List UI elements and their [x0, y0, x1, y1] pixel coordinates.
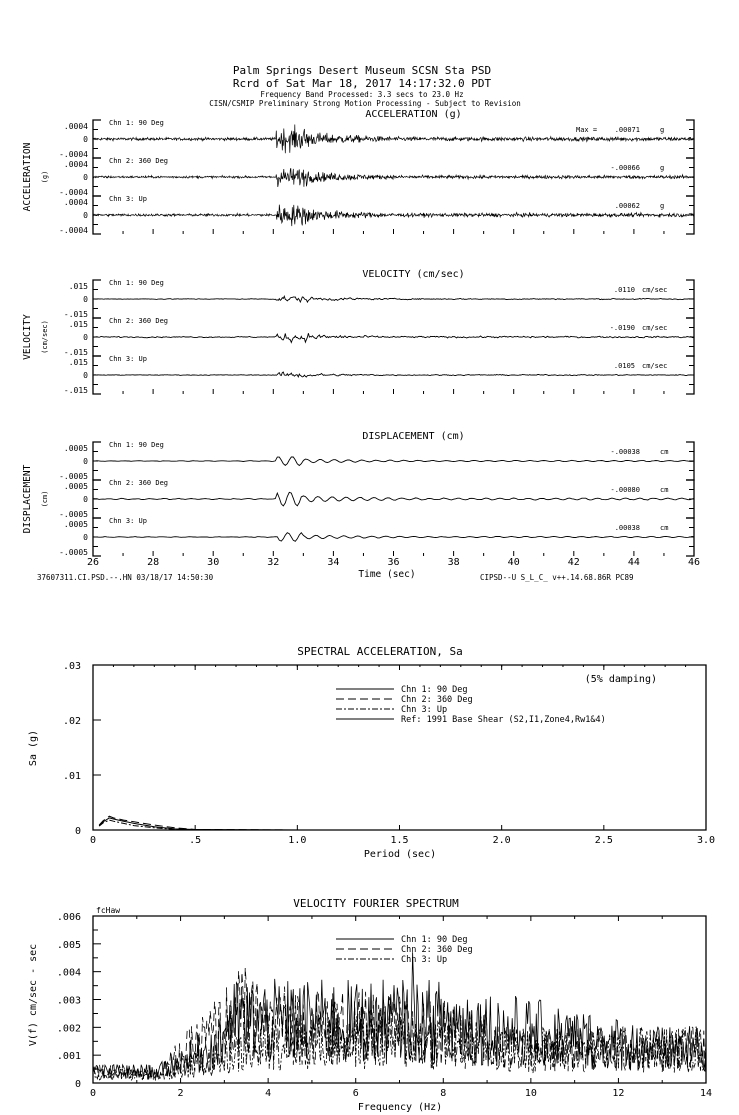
header-disclaimer: CISN/CSMIP Preliminary Strong Motion Processing - Subject to Revision: [209, 99, 521, 108]
channel-trace: [59, 479, 694, 519]
max-unit: cm: [660, 524, 669, 532]
y-tick-label: 0: [83, 533, 88, 542]
channel-label: Chn 1: 90 Deg: [109, 119, 164, 127]
legend-entry: Ref: 1991 Base Shear (S2,I1,Zone4,Rw1&4): [401, 715, 606, 725]
y-tick-label: .0004: [63, 198, 88, 207]
y-tick-label: .004: [56, 967, 81, 979]
max-value: .0105: [613, 362, 635, 370]
y-tick-label: -.0004: [59, 188, 88, 197]
y-tick-label: -.015: [63, 348, 88, 357]
y-tick-label: .006: [56, 912, 81, 923]
x-tick-label: 42: [567, 557, 580, 568]
channel-trace: [59, 195, 694, 235]
y-tick-label: -.015: [63, 386, 88, 395]
x-tick-label: 1.0: [288, 835, 307, 846]
max-value: .0110: [613, 286, 635, 294]
max-value: .00038: [614, 524, 640, 532]
chart-title: SPECTRAL ACCELERATION, Sa: [297, 645, 463, 658]
waveform: [93, 205, 694, 226]
y-tick-label: 0: [83, 135, 88, 144]
channel-label: Chn 2: 360 Deg: [109, 317, 169, 325]
x-tick-label: 3.0: [696, 835, 716, 846]
report-header: [209, 64, 521, 108]
max-value: -.00066: [610, 164, 640, 172]
fourier-spectrum-chart: [28, 897, 712, 1113]
y-tick-label: -.0004: [59, 226, 88, 235]
corner-label: fcHaw: [96, 906, 121, 915]
y-tick-label: 0: [74, 1079, 81, 1090]
panel-title: ACCELERATION (g): [365, 109, 462, 120]
x-tick-label: 44: [627, 557, 640, 568]
header-band: Frequency Band Processed: 3.3 secs to 23.0 Hz: [260, 90, 464, 99]
channel-trace: [59, 157, 694, 197]
max-unit: g: [660, 126, 665, 134]
header-record: Rcrd of Sat Mar 18, 2017 14:17:32.0 PDT: [232, 77, 492, 90]
waveform: [93, 372, 694, 377]
waveform: [93, 533, 694, 542]
y-axis-unit: (cm): [41, 490, 49, 508]
max-unit: g: [660, 202, 665, 210]
max-label: Max =: [576, 126, 598, 134]
y-tick-label: .015: [68, 320, 88, 329]
y-tick-label: 0: [83, 333, 88, 342]
panel-displacement: [22, 431, 694, 557]
x-tick-label: 10: [524, 1088, 537, 1099]
series-line: [99, 816, 706, 830]
max-unit: cm/sec: [642, 324, 668, 332]
footer-record-id: 37607311.CI.PSD.--.HN 03/18/17 14:50:30: [37, 573, 214, 582]
y-tick-label: -.0005: [59, 472, 88, 481]
panel-title: VELOCITY (cm/sec): [362, 269, 465, 280]
panel-title: DISPLACEMENT (cm): [362, 431, 465, 442]
y-tick-label: -.0005: [59, 548, 88, 557]
damping-note: (5% damping): [584, 674, 657, 685]
x-tick-label: 28: [147, 557, 160, 568]
chart-title: VELOCITY FOURIER SPECTRUM: [293, 897, 459, 910]
channel-trace: [64, 355, 694, 395]
y-tick-label: .003: [56, 995, 81, 1007]
channel-label: Chn 3: Up: [109, 517, 147, 525]
channel-label: Chn 2: 360 Deg: [109, 157, 169, 165]
x-tick-label: 30: [207, 557, 220, 568]
y-tick-label: 0: [83, 457, 88, 466]
header-station: Palm Springs Desert Museum SCSN Sta PSD: [232, 64, 492, 77]
y-tick-label: .0005: [63, 444, 88, 453]
waveform: [93, 168, 694, 187]
y-tick-label: .0004: [63, 122, 88, 131]
footer-version: CIPSD--U S_L_C_ v++.14.68.86R PC89: [480, 573, 634, 582]
x-tick-label: 26: [86, 557, 100, 568]
x-tick-label: 32: [267, 557, 280, 568]
series-line: [99, 818, 706, 830]
waveform: [93, 457, 694, 466]
x-tick-label: 0: [89, 835, 97, 846]
channel-trace: [64, 279, 694, 319]
y-tick-label: .001: [56, 1051, 81, 1063]
y-tick-label: 0: [83, 371, 88, 380]
panel-velocity: [22, 269, 694, 395]
x-tick-label: 46: [687, 557, 701, 568]
channel-label: Chn 3: Up: [109, 195, 147, 203]
x-axis-label: Time (sec): [358, 569, 416, 580]
y-tick-label: .0005: [63, 520, 88, 529]
y-tick-label: 0: [83, 295, 88, 304]
x-tick-label: 2.0: [492, 835, 511, 846]
channel-trace: [59, 441, 694, 481]
y-tick-label: .015: [68, 358, 88, 367]
waveform: [93, 296, 694, 302]
max-unit: cm/sec: [642, 362, 668, 370]
y-tick-label: .02: [62, 716, 81, 727]
x-tick-label: 38: [447, 557, 460, 568]
y-axis-label: V(f) cm/sec - sec: [28, 943, 39, 1047]
x-tick-label: 12: [612, 1088, 625, 1099]
max-unit: g: [660, 164, 665, 172]
y-axis-label: DISPLACEMENT: [22, 464, 33, 534]
legend-entry: Chn 1: 90 Deg: [401, 935, 468, 945]
channel-label: Chn 3: Up: [109, 355, 147, 363]
max-value: -.00080: [610, 486, 640, 494]
y-tick-label: .03: [62, 661, 81, 672]
x-tick-label: .5: [189, 835, 202, 846]
waveform: [93, 492, 694, 506]
max-unit: cm: [660, 448, 669, 456]
y-axis-unit: (g): [41, 170, 49, 184]
channel-label: Chn 1: 90 Deg: [109, 279, 164, 287]
y-tick-label: -.0005: [59, 510, 88, 519]
max-unit: cm/sec: [642, 286, 668, 294]
max-value: -.0190: [609, 324, 635, 332]
x-tick-label: 1.5: [390, 835, 409, 846]
y-axis-label: VELOCITY: [22, 314, 33, 360]
x-tick-label: 34: [327, 557, 340, 568]
spectral-acceleration-chart: [28, 645, 715, 860]
x-axis-label: Frequency (Hz): [357, 1102, 443, 1113]
y-axis-unit: (cm/sec): [41, 320, 49, 354]
y-axis-label: Sa (g): [28, 729, 39, 767]
y-tick-label: 0: [74, 826, 81, 837]
y-tick-label: 0: [83, 211, 88, 220]
x-tick-label: 2: [177, 1088, 184, 1099]
channel-label: Chn 2: 360 Deg: [109, 479, 169, 487]
x-tick-label: 36: [387, 557, 400, 568]
max-value: -.00038: [610, 448, 640, 456]
panel-acceleration: [22, 109, 694, 235]
channel-label: Chn 1: 90 Deg: [109, 441, 164, 449]
y-tick-label: .0005: [63, 482, 88, 491]
y-tick-label: .01: [62, 771, 81, 782]
waveform: [93, 333, 694, 342]
legend-entry: Chn 2: 360 Deg: [401, 695, 473, 705]
y-tick-label: 0: [83, 495, 88, 504]
channel-trace: [64, 317, 694, 357]
x-tick-label: 14: [699, 1088, 713, 1099]
x-tick-label: 2.5: [594, 835, 613, 846]
y-tick-label: .002: [56, 1023, 81, 1035]
x-axis-label: Period (sec): [363, 849, 437, 860]
max-unit: cm: [660, 486, 669, 494]
channel-trace: [59, 517, 694, 557]
y-tick-label: -.015: [63, 310, 88, 319]
legend-entry: Chn 1: 90 Deg: [401, 685, 468, 695]
y-axis-label: ACCELERATION: [22, 142, 33, 212]
waveform: [93, 125, 694, 154]
y-tick-label: .0004: [63, 160, 88, 169]
series-line: [99, 820, 706, 830]
y-tick-label: .015: [68, 282, 88, 291]
legend-entry: Chn 3: Up: [401, 955, 448, 965]
max-value: .00062: [614, 202, 640, 210]
x-tick-label: 6: [352, 1088, 359, 1099]
y-tick-label: -.0004: [59, 150, 88, 159]
x-tick-label: 0: [89, 1088, 97, 1099]
y-tick-label: .005: [56, 939, 81, 951]
x-tick-label: 4: [265, 1088, 272, 1099]
x-tick-label: 8: [440, 1088, 447, 1099]
legend-entry: Chn 2: 360 Deg: [401, 945, 473, 955]
max-value: .00071: [614, 126, 640, 134]
legend-entry: Chn 3: Up: [401, 705, 448, 715]
plot-frame: [93, 665, 706, 830]
channel-trace: [59, 119, 694, 159]
y-tick-label: 0: [83, 173, 88, 182]
x-tick-label: 40: [507, 557, 520, 568]
